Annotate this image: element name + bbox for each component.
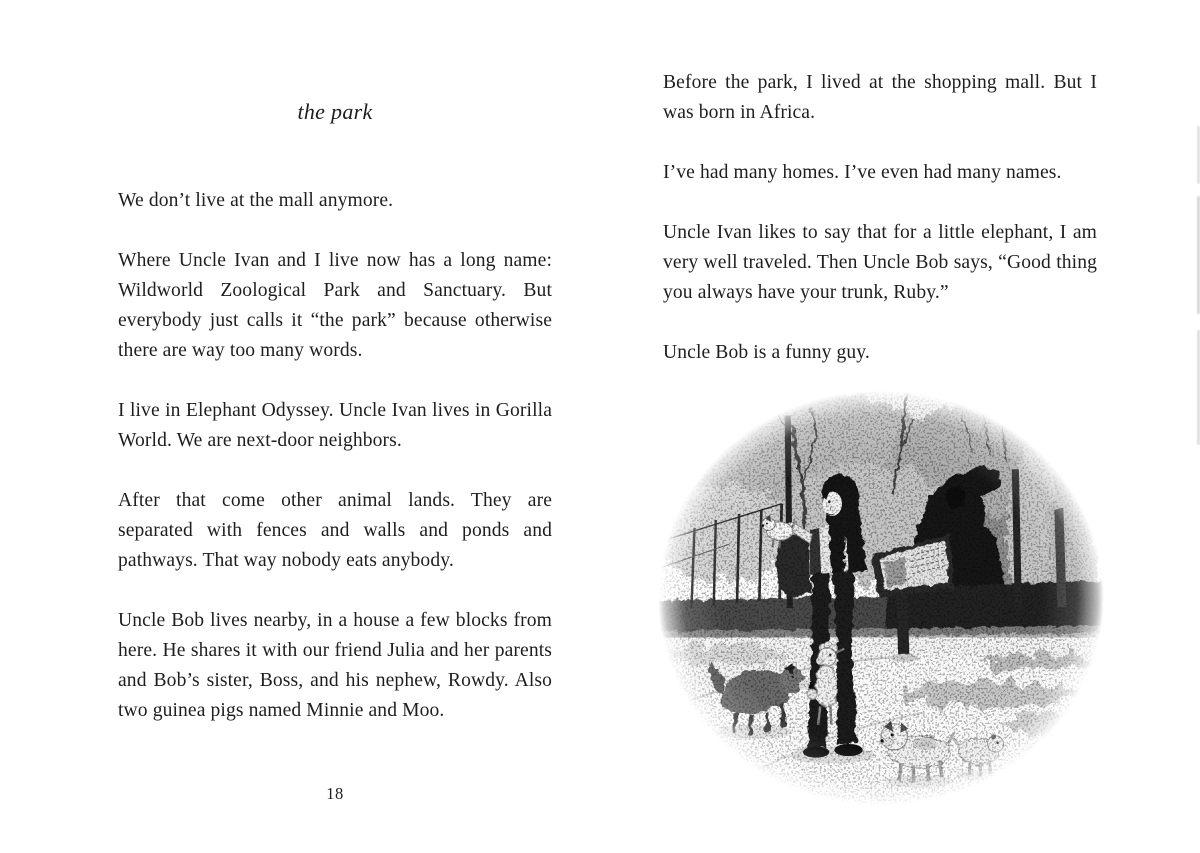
body-paragraph: Uncle Ivan likes to say that for a little elephant, I am very well traveled. Then Uncle Bob says, “Good thing you always have your trunk, Ruby.”: [663, 222, 1097, 303]
stipple-grain: [658, 390, 1104, 806]
page-number: 18: [326, 784, 344, 803]
chapter-illustration: [658, 389, 1104, 807]
body-paragraph: Uncle Bob is a funny guy.: [663, 342, 870, 363]
chapter-title: the park: [297, 99, 373, 124]
body-paragraph: Where Uncle Ivan and I live now has a long name: Wildworld Zoological Park and Sanctuary. But everybody just calls it “the park” because otherwise there are way too many words.: [118, 250, 552, 361]
body-paragraph: We don’t live at the mall anymore.: [118, 190, 394, 211]
left-page-text: [118, 186, 552, 756]
body-paragraph: I’ve had many homes. I’ve even had many names.: [663, 162, 1062, 183]
body-paragraph: Before the park, I lived at the shopping mall. But I was born in Africa.: [663, 72, 1097, 123]
right-page-text: [663, 68, 1097, 398]
body-paragraph: Uncle Bob lives nearby, in a house a few blocks from here. He shares it with our friend Julia and her parents and Bob’s sister, Boss, and his nephew, Rowdy. Also two guinea pigs named Minnie and Moo.: [118, 610, 552, 721]
body-paragraph: I live in Elephant Odyssey. Uncle Ivan lives in Gorilla World. We are next-door neighbors.: [118, 400, 552, 451]
body-paragraph: After that come other animal lands. They are separated with fences and walls and ponds and pathways. That way nobody eats anybody.: [118, 490, 552, 571]
